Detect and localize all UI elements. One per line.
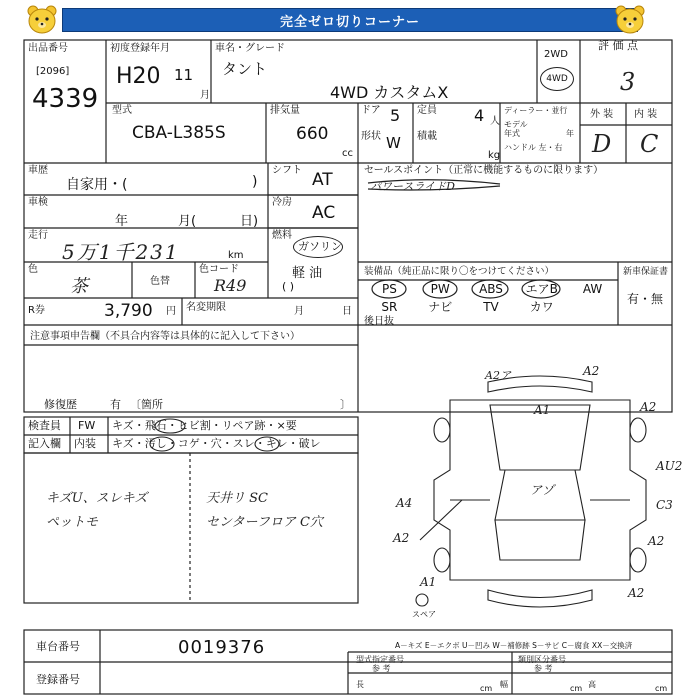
- displacement-value: 660: [296, 124, 329, 144]
- color-swatch-label: 色替: [150, 276, 170, 287]
- model-grade: 4WD カスタムX: [330, 83, 449, 102]
- chassis-value: 0019376: [178, 637, 266, 658]
- color-code: R49: [214, 276, 247, 295]
- inspector-row1-text: キズ・飛石・ヒビ割・リペア跡・×要: [112, 419, 297, 432]
- displacement-unit: cc: [342, 148, 353, 159]
- sales-point-label: セールスポイント（正常に機能するものに限ります）: [364, 165, 604, 176]
- repair-close: 〕: [340, 398, 351, 411]
- mark-hood: A1: [534, 403, 551, 417]
- repair-label: 修復歴: [44, 398, 77, 411]
- fuel-diesel: 軽 油: [292, 266, 323, 281]
- note-line3: 天井リ SC: [206, 491, 268, 506]
- score-label: 評 価 点: [598, 39, 638, 52]
- history-close: ): [252, 174, 258, 190]
- equipment-row2: [364, 298, 618, 316]
- mark-right-front: A2: [640, 400, 657, 414]
- dim-length-unit: cm: [480, 684, 493, 693]
- equip-navi: ナビ: [428, 300, 453, 314]
- banner-title: 完全ゼロ切りコーナー: [279, 14, 420, 30]
- load-label: 積載: [417, 131, 437, 142]
- sales-point-struck: パワースライドD: [370, 180, 455, 193]
- color-value: 茶: [70, 276, 88, 297]
- score-int-label: 内 装: [634, 109, 658, 120]
- type-value: CBA-L385S: [132, 123, 226, 143]
- name-change-day: 日: [342, 306, 352, 317]
- lot-sub: [2096]: [36, 66, 70, 77]
- equip-airbag: エアB: [525, 282, 558, 296]
- mileage-unit: km: [228, 250, 244, 261]
- mileage-label: 走行: [28, 230, 48, 241]
- equip-leather: カワ: [529, 300, 554, 314]
- aircon-value: AC: [312, 203, 336, 223]
- score-int: C: [640, 130, 659, 158]
- capacity-unit: 人: [490, 116, 500, 127]
- inspection-label: 車検: [28, 197, 48, 208]
- name-change-label: 名変期限: [186, 302, 226, 313]
- mark-left-bottom: A1: [420, 575, 437, 589]
- repair-suffix: 〔箇所: [130, 398, 163, 411]
- capacity-value: 4: [474, 106, 485, 125]
- color-label: 色: [28, 264, 38, 275]
- equip-ps: PS: [381, 282, 397, 296]
- inspector-row2-label: 記入欄: [28, 437, 61, 450]
- dealer-label: ディーラー・並行: [504, 106, 568, 115]
- fuel-paren: ( ): [282, 280, 295, 293]
- lot-number: 4339: [32, 84, 99, 114]
- equip-sr: SR: [381, 300, 398, 314]
- score-ext: D: [592, 130, 612, 158]
- dim-height-unit: cm: [655, 684, 668, 693]
- model-label: 車名・グレード: [215, 43, 285, 54]
- rear-seat-label: 後日抜: [364, 316, 394, 327]
- model-year-label: モデル: [504, 120, 528, 129]
- inspector-row1-label: 検査員: [28, 419, 61, 432]
- model-name: タント: [222, 60, 268, 78]
- color-code-label: 色コード: [199, 264, 239, 275]
- handle-label: ハンドル 左・右: [504, 143, 563, 152]
- shape-label: 形状: [361, 131, 381, 142]
- doors-label: ドア: [361, 105, 381, 116]
- mark-front-2: A2: [583, 364, 600, 378]
- equipment-label: 装備品（純正品に限り〇をつけてください）: [364, 266, 555, 277]
- inspector-row2-text: キズ・汚し・コゲ・穴・スレ・キレ・破レ: [112, 437, 321, 450]
- first-reg-label: 初度登録年月: [110, 43, 170, 54]
- year-label: 年式: [504, 129, 520, 138]
- model-designation-sub: 参 考: [372, 664, 391, 673]
- recycle-value: 3,790: [104, 301, 153, 321]
- inspection-day: 日): [240, 214, 259, 229]
- registration-label: 登録番号: [36, 673, 80, 686]
- shift-value: AT: [312, 170, 333, 190]
- mark-roof: アゾ: [530, 483, 555, 497]
- note-line1: キズU、スレキズ: [46, 491, 148, 506]
- class-number-sub: 参 考: [534, 664, 553, 673]
- recycle-label: R券: [28, 305, 45, 316]
- name-change-month: 月: [294, 306, 304, 317]
- warranty-label: 新車保証書: [623, 267, 669, 277]
- equipment-row1: [364, 280, 618, 300]
- mark-right-rear: A2: [648, 534, 665, 548]
- drive-value: 4WD: [546, 74, 568, 84]
- doors-value: 5: [390, 106, 401, 125]
- fuel-gas: ガソリン: [298, 240, 342, 253]
- class-number-label: 類別区分番号: [518, 655, 566, 664]
- equip-empty: [567, 298, 618, 316]
- equip-abs: ABS: [479, 282, 503, 296]
- dim-height-label: 高: [588, 680, 596, 689]
- note-line2: ペットモ: [46, 515, 99, 530]
- dim-width-label: 幅: [500, 680, 508, 689]
- score-ext-label: 外 装: [590, 109, 614, 120]
- score-value: 3: [620, 68, 636, 96]
- first-reg-year: H20: [116, 64, 161, 89]
- inspector-fw: FW: [78, 419, 96, 432]
- aircon-label: 冷房: [272, 197, 292, 208]
- first-reg-month-unit: 月: [200, 90, 210, 101]
- lot-label: 出品番号: [28, 43, 68, 54]
- inspection-month: 月(: [178, 214, 197, 229]
- mark-right-door: C3: [656, 498, 673, 512]
- inspector-interior: 内装: [74, 437, 96, 450]
- dim-length-label: 長: [356, 680, 364, 689]
- mark-extra: [405, 458, 406, 459]
- model-designation-label: 型式指定番号: [356, 655, 404, 664]
- history-label: 車歴: [28, 165, 48, 176]
- drive-label: 2WD: [544, 49, 568, 60]
- capacity-label: 定員: [417, 105, 437, 116]
- repair-value: 有: [110, 398, 121, 411]
- year-unit: 年: [566, 129, 574, 138]
- note-line4: センターフロア C穴: [206, 515, 323, 530]
- equip-pw: PW: [430, 282, 450, 296]
- damage-legend: A－キズ E－エクボ U－凹み W－補修跡 S－サビ C－腐食 XX－交換済: [395, 641, 633, 650]
- equip-tv: TV: [483, 300, 499, 314]
- mark-left-rear: A2: [393, 531, 410, 545]
- history-value: 自家用・(: [66, 177, 128, 193]
- inspection-year: 年: [115, 214, 129, 229]
- load-unit: kg: [488, 150, 501, 161]
- mark-right-side: AU2: [656, 459, 683, 473]
- drive-circle: [540, 67, 574, 91]
- mark-right-bottom: A2: [628, 586, 645, 600]
- mark-front-1: A2ア: [485, 369, 511, 382]
- dim-width-unit: cm: [570, 684, 583, 693]
- type-label: 型式: [112, 105, 132, 116]
- shape-value: W: [386, 134, 401, 152]
- spare-label: スペア: [412, 610, 436, 619]
- equip-aw: AW: [582, 282, 603, 296]
- fuel-label: 燃料: [272, 230, 292, 241]
- chassis-label: 車台番号: [36, 640, 80, 653]
- displacement-label: 排気量: [270, 105, 300, 116]
- mark-left-door: A4: [396, 496, 413, 510]
- warranty-value: 有・無: [627, 292, 664, 306]
- mileage-value: 5万1千231: [62, 240, 180, 264]
- recycle-unit: 円: [166, 306, 176, 317]
- first-reg-month: 11: [174, 66, 194, 84]
- notes-label: 注意事項申告欄（不具合内容等は具体的に記入して下さい）: [30, 331, 300, 342]
- shift-label: シフト: [272, 165, 302, 176]
